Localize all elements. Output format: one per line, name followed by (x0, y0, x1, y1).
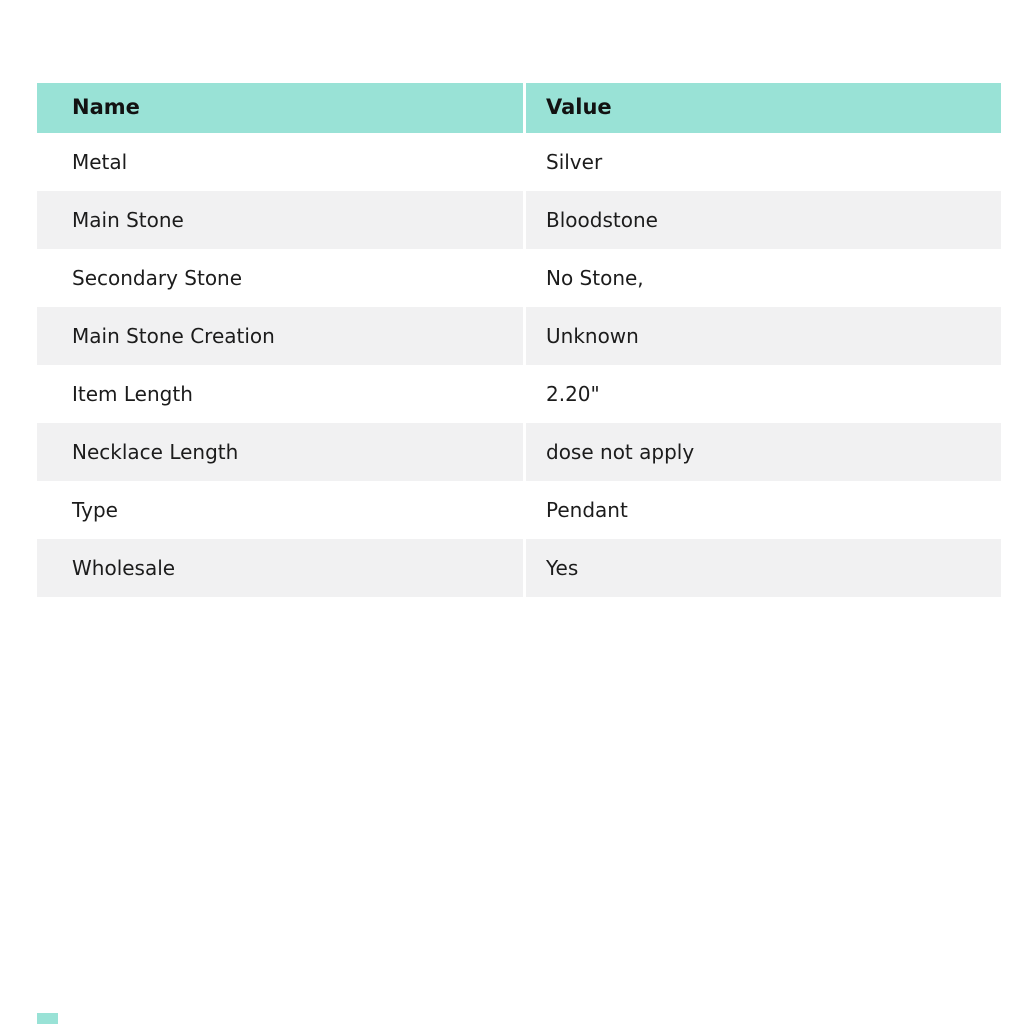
row-name-main-stone-creation: Main Stone Creation (37, 307, 523, 365)
table-row (37, 249, 1001, 307)
table-row (37, 365, 1001, 423)
row-name-metal: Metal (72, 150, 128, 174)
row-value-main-stone: Bloodstone (526, 191, 1001, 249)
row-name-item-length: Item Length (72, 382, 193, 406)
header-cell-value: Value (526, 83, 1001, 133)
next-table-header-fragment (37, 1013, 58, 1024)
table-row (37, 481, 1001, 539)
table-row (37, 191, 1001, 249)
table-row (37, 133, 1001, 191)
row-name-wholesale: Wholesale (37, 539, 523, 597)
row-value-necklace-length: dose not apply (526, 423, 1001, 481)
row-name-secondary-stone: Secondary Stone (72, 266, 243, 290)
header-cell-name: Name (37, 83, 523, 133)
table-row (37, 307, 1001, 365)
table-row (37, 539, 1001, 597)
row-value-main-stone-creation: Unknown (526, 307, 1001, 365)
table-row (37, 423, 1001, 481)
table-header-row (37, 83, 1001, 133)
row-value-wholesale: Yes (526, 539, 1001, 597)
row-name-type: Type (72, 498, 118, 522)
row-name-necklace-length: Necklace Length (37, 423, 523, 481)
row-value-type: Pendant (546, 498, 628, 522)
item-specifics-table (37, 83, 1001, 597)
row-name-main-stone: Main Stone (37, 191, 523, 249)
row-value-metal: Silver (546, 150, 603, 174)
row-value-item-length: 2.20" (546, 382, 600, 406)
row-value-secondary-stone: No Stone, (546, 266, 644, 290)
